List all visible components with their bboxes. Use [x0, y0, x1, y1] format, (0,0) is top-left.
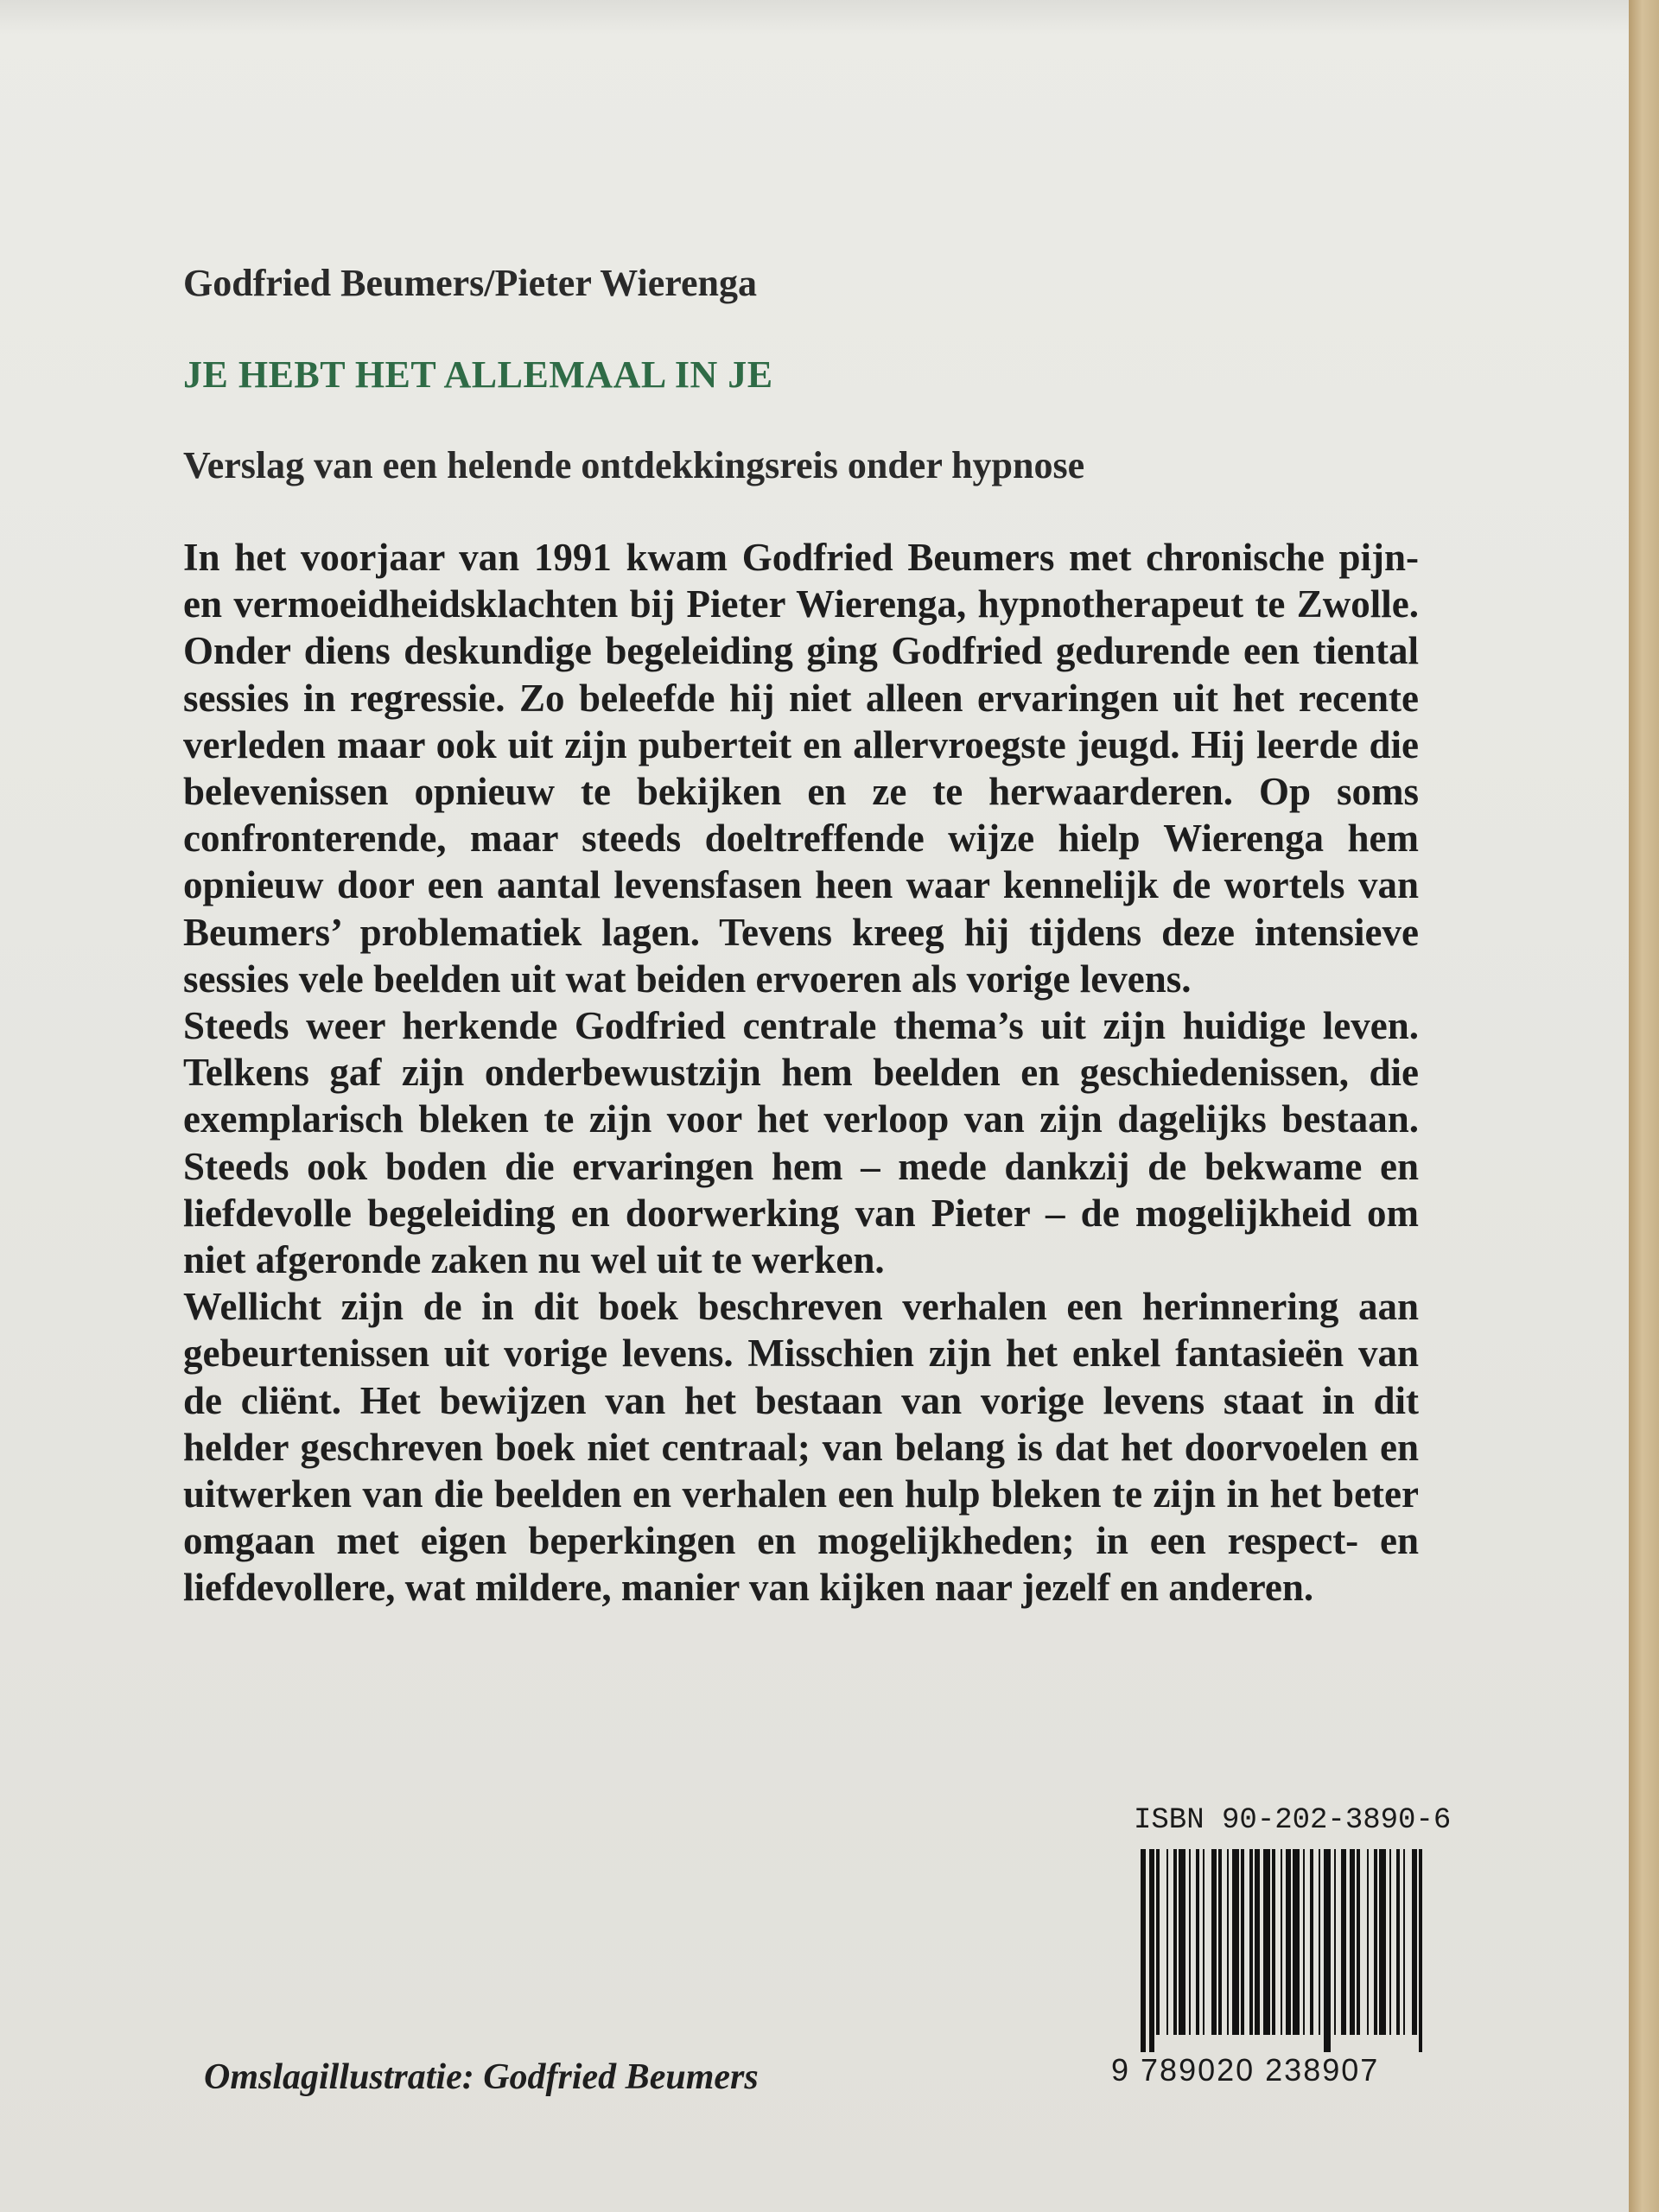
barcode-bar	[1286, 1849, 1291, 2035]
barcode-bars	[1139, 1849, 1424, 2052]
barcode-bar	[1141, 1849, 1146, 2052]
blurb-paragraph: Wellicht zijn de in dit boek beschreven verhalen een herinnering aan gebeurtenissen uit vorige levens. Misschien zijn het enkel fantasieën van de cliënt. Het bewijzen van het bestaan van vorige levens staat in dit helder geschreven boek niet centraal; van belang is dat het doorvoelen en uitwerken van die beelden en verhalen een hulp bleken te zijn in het beter omgaan met eigen beperkingen en mogelijkheden; in een respect- en liefdevollere, wat mildere, manier van kijken naar jezelf en anderen.	[183, 1285, 1419, 1610]
barcode-bar	[1319, 1849, 1320, 2035]
barcode-bar	[1232, 1849, 1239, 2035]
barcode-bar	[1255, 1849, 1260, 2035]
barcode-bar	[1227, 1849, 1229, 2035]
barcode-bar	[1396, 1849, 1400, 2035]
barcode-bar	[1173, 1849, 1177, 2035]
barcode-bar	[1357, 1849, 1360, 2035]
barcode-bar	[1334, 1849, 1336, 2035]
barcode-bar	[1218, 1849, 1222, 2035]
barcode-bar	[1367, 1849, 1369, 2035]
cover-shadow	[0, 0, 1629, 35]
barcode-bar	[1272, 1849, 1275, 2035]
blurb-text	[183, 534, 1419, 1611]
barcode-bar	[1341, 1849, 1346, 2035]
barcode-bar	[1310, 1849, 1313, 2035]
barcode-bar	[1156, 1849, 1160, 2035]
barcode-bar	[1350, 1849, 1355, 2035]
barcode-bar	[1403, 1849, 1405, 2035]
blurb-paragraph: Steeds weer herkende Godfried centrale thema’s uit zijn huidige leven. Telkens gaf zijn onderbewustzijn hem beelden en geschiedenissen, die exemplarisch bleken te zijn voor het verloop van zijn dagelijks bestaan. Steeds ook boden die ervaringen hem – mede dankzij de bekwame en liefdevolle begeleiding en doorwerking van Pieter – de mogelijkheid om niet afgeronde zaken nu wel uit te werken.	[183, 1004, 1419, 1282]
book-edge	[1629, 0, 1659, 2212]
barcode-bar	[1196, 1849, 1199, 2035]
barcode-bar	[1293, 1849, 1300, 2035]
cover-illustration-credit: Omslagillustratie: Godfried Beumers	[204, 2057, 759, 2097]
barcode-bar	[1179, 1849, 1185, 2035]
barcode-bar	[1263, 1849, 1270, 2035]
barcode-bar	[1324, 1849, 1331, 2052]
barcode-bar	[1379, 1849, 1386, 2035]
barcode-bar	[1389, 1849, 1391, 2035]
book-title: JE HEBT HET ALLEMAAL IN JE	[183, 353, 773, 396]
book-subtitle: Verslag van een helende ontdekkingsreis onder hypnose	[183, 444, 1085, 486]
barcode-number: 9 789020 238907	[1111, 2052, 1380, 2088]
barcode-bar	[1374, 1849, 1377, 2035]
barcode-bar	[1281, 1849, 1282, 2035]
barcode	[1139, 1849, 1424, 2074]
barcode-bar	[1412, 1849, 1417, 2035]
barcode-bar	[1189, 1849, 1191, 2035]
barcode-bar	[1211, 1849, 1217, 2035]
barcode-bar	[1149, 1849, 1154, 2052]
barcode-bar	[1203, 1849, 1205, 2035]
barcode-bar	[1241, 1849, 1244, 2035]
barcode-bar	[1249, 1849, 1253, 2035]
blurb-paragraph: In het voorjaar van 1991 kwam Godfried Beumers met chronische pijn- en vermoeidheidsklachten bij Pieter Wierenga, hypnotherapeut te Zwolle. Onder diens deskundige begeleiding ging Godfried gedurende een tiental sessies in regressie. Zo beleefde hij niet alleen ervaringen uit het recente verleden maar ook uit zijn puberteit en allervroegste jeugd. Hij leerde die belevenissen opnieuw te bekijken en ze te herwaarderen. Op soms confronterende, maar steeds doeltreffende wijze hielp Wierenga hem opnieuw door een aantal levensfasen heen waar kennelijk de wortels van Beumers’ problematiek lagen. Tevens kreeg hij tijdens deze intensieve sessies vele beelden uit wat beiden ervoeren als vorige levens.	[183, 536, 1419, 1001]
barcode-bar	[1166, 1849, 1168, 2035]
barcode-bar	[1303, 1849, 1305, 2035]
author-line: Godfried Beumers/Pieter Wierenga	[183, 262, 757, 304]
barcode-bar	[1419, 1849, 1422, 2052]
isbn-label: ISBN 90-202-3890-6	[1134, 1804, 1452, 1837]
